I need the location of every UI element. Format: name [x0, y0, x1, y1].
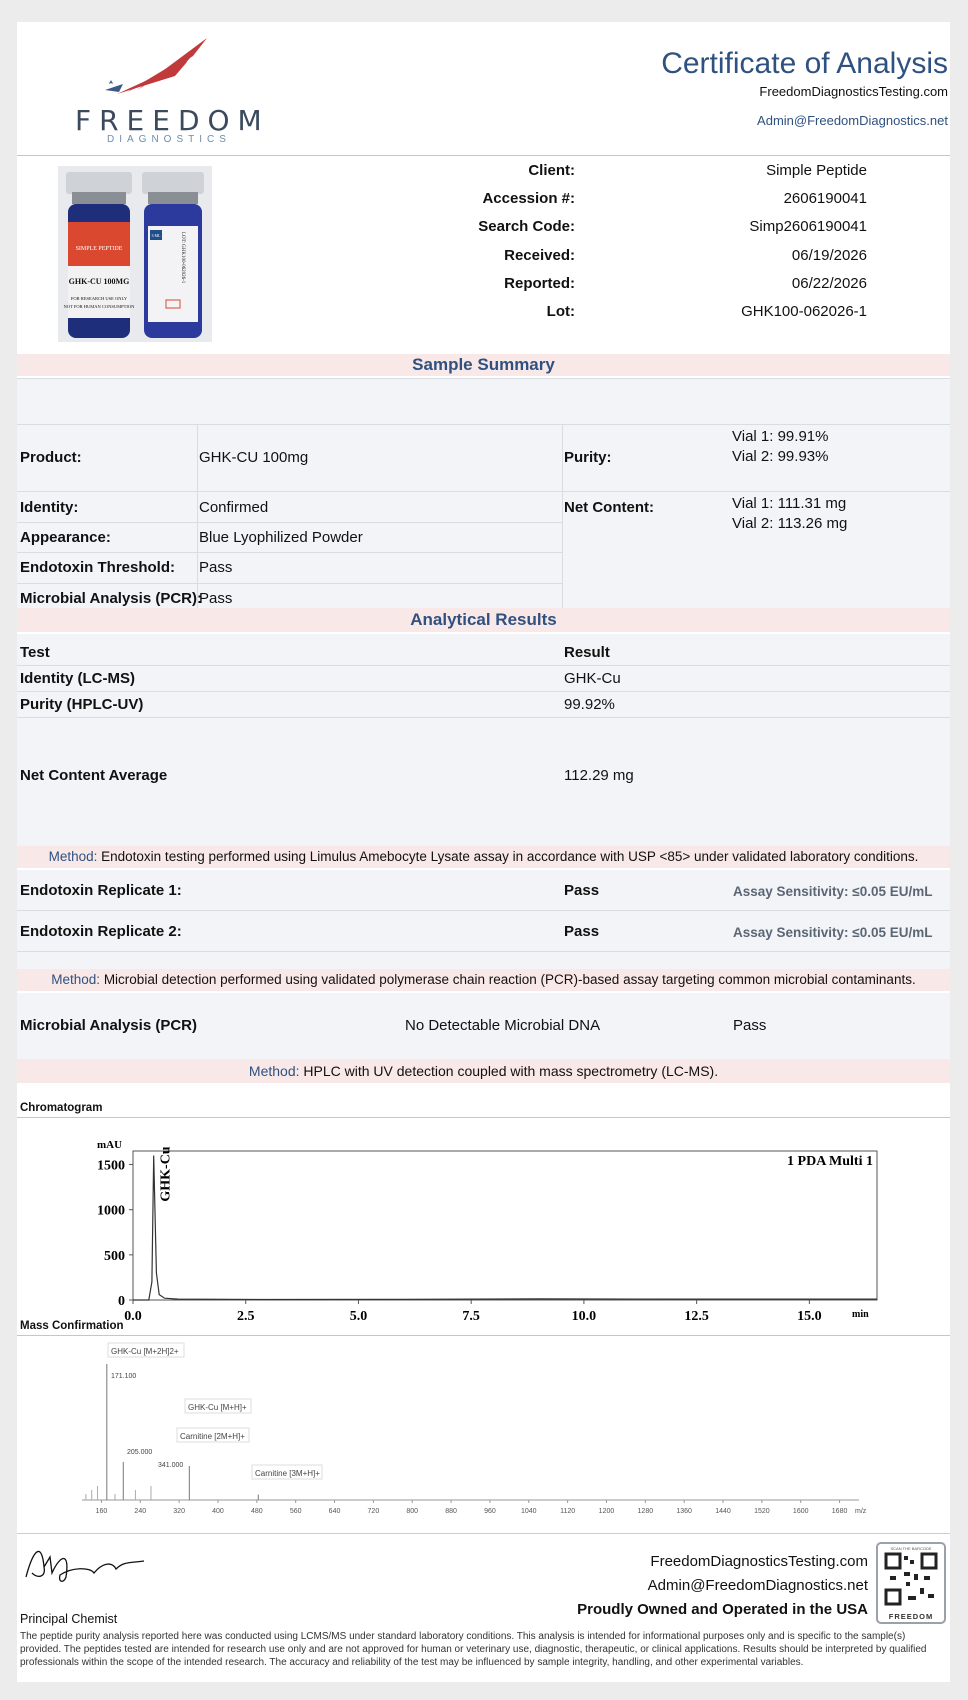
purity-test: Purity (HPLC-UV)	[20, 696, 144, 713]
eagle-wings-icon	[57, 32, 257, 102]
endotoxin-replicate-2-sensitivity: Assay Sensitivity: ≤0.05 EU/mL	[733, 925, 933, 940]
svg-text:NOT FOR HUMAN CONSUMPTION: NOT FOR HUMAN CONSUMPTION	[63, 304, 135, 309]
endotoxin-method-text: Endotoxin testing performed using Limulus Amebocyte Lysate assay in accordance with USP <85> under validated laboratory conditions.	[97, 849, 919, 864]
purity-result: 99.92%	[564, 696, 615, 713]
chromatogram-x-tick-label: 7.5	[462, 1309, 480, 1324]
chromatogram-x-tick-label: 15.0	[797, 1309, 822, 1324]
mass-x-tick-label: 1440	[715, 1508, 731, 1515]
product-label: Product:	[20, 449, 82, 466]
reported-value: 06/22/2026	[791, 275, 867, 292]
footer-tagline: Proudly Owned and Operated in the USA	[577, 1601, 868, 1618]
net-content-result: 112.29 mg	[564, 767, 634, 784]
identity-test: Identity (LC-MS)	[20, 670, 135, 687]
microbial-analysis-label: Microbial Analysis (PCR)	[20, 1017, 197, 1034]
endotoxin-replicate-2-label: Endotoxin Replicate 2:	[20, 923, 182, 940]
mass-x-tick-label: 1120	[560, 1508, 576, 1515]
qr-code-badge	[876, 1542, 946, 1624]
mass-x-tick-label: 320	[173, 1508, 185, 1515]
identity-value: Confirmed	[199, 499, 269, 516]
certificate-page	[17, 22, 950, 1682]
mass-x-tick-label: 880	[445, 1508, 457, 1515]
chromatogram-x-tick-label: 10.0	[571, 1309, 597, 1324]
endotoxin-method-key: Method:	[48, 849, 98, 864]
mass-x-tick-label: 240	[134, 1508, 147, 1515]
analytical-results-heading: Analytical Results	[17, 608, 950, 632]
qr-top-text: SCAN THE BARCODE	[890, 1546, 932, 1551]
qr-bottom-text: FREEDOM	[888, 1612, 934, 1621]
purity-vial1: Vial 1: 99.91%	[732, 428, 829, 445]
header-website: FreedomDiagnosticsTesting.com	[759, 84, 948, 99]
hplc-method	[17, 1059, 950, 1083]
result-column-header: Result	[564, 644, 610, 661]
mass-x-tick-label: 1200	[598, 1508, 615, 1515]
endotoxin-replicate-2-result: Pass	[564, 923, 600, 940]
microbial-label: Microbial Analysis (PCR):	[20, 590, 202, 607]
product-vial-photo	[58, 166, 212, 342]
reported-label: Reported:	[504, 275, 575, 292]
identity-label: Identity:	[20, 499, 79, 516]
logo-wordmark: FREEDOM	[75, 104, 270, 137]
client-value: Simple Peptide	[766, 162, 867, 179]
analytical-results-table	[17, 634, 950, 862]
mass-x-tick-label: 1680	[831, 1508, 848, 1515]
endotoxin-table	[17, 870, 950, 972]
endotoxin-replicate-1-sensitivity: Assay Sensitivity: ≤0.05 EU/mL	[733, 884, 933, 899]
mass-value-205: 205.000	[127, 1449, 153, 1456]
mass-spectrum-chart	[17, 1336, 950, 1536]
net-content-label: Net Content:	[564, 499, 654, 516]
microbial-analysis-finding: No Detectable Microbial DNA	[405, 1017, 601, 1034]
annotation-ghkcu-m2h-value: 171.100	[111, 1373, 137, 1380]
mass-x-tick-label: 720	[367, 1508, 380, 1515]
chromatogram-frame	[133, 1151, 877, 1300]
sample-summary-table	[17, 378, 950, 612]
annotation-ghkcu-mh: GHK-Cu [M+H]+	[188, 1403, 247, 1412]
hplc-method-text: HPLC with UV detection coupled with mass spectrometry (LC-MS).	[299, 1063, 719, 1079]
chromatogram-y-tick-label: 500	[104, 1248, 125, 1264]
chromatogram-y-tick-label: 1000	[97, 1203, 125, 1219]
search-code-value: Simp2606190041	[749, 218, 867, 235]
microbial-value: Pass	[199, 590, 233, 607]
footer-email: Admin@FreedomDiagnostics.net	[647, 1577, 868, 1594]
search-code-label: Search Code:	[478, 218, 575, 235]
lot-value: GHK100-062026-1	[741, 303, 867, 320]
product-value: GHK-CU 100mg	[199, 449, 309, 466]
microbial-analysis-result: Pass	[733, 1017, 767, 1034]
hplc-method-key: Method:	[248, 1063, 300, 1079]
signature-block	[20, 1537, 150, 1626]
mass-x-tick-label: 1040	[520, 1508, 537, 1515]
received-value: 06/19/2026	[791, 247, 867, 264]
endotoxin-replicate-1-label: Endotoxin Replicate 1:	[20, 882, 182, 899]
appearance-value: Blue Lyophilized Powder	[199, 529, 363, 546]
mass-x-tick-label: 1280	[637, 1508, 654, 1515]
endotoxin-replicate-1-result: Pass	[564, 882, 600, 899]
mass-x-tick-label: 1520	[754, 1508, 770, 1515]
identity-result: GHK-Cu	[564, 670, 621, 687]
chromatogram-label: Chromatogram	[20, 1102, 103, 1114]
mass-x-unit: m/z	[855, 1508, 867, 1515]
purity-label: Purity:	[564, 449, 612, 466]
chromatogram-x-tick-label: 0.0	[124, 1309, 142, 1324]
endotoxin-method	[17, 846, 950, 868]
mass-confirmation-label: Mass Confirmation	[20, 1320, 124, 1332]
client-label: Client:	[528, 162, 575, 179]
endotoxin-threshold-value: Pass	[199, 559, 233, 576]
annotation-ghkcu-m2h: GHK-Cu [M+2H]2+	[111, 1347, 179, 1356]
mass-x-tick-label: 480	[250, 1508, 263, 1515]
microbial-method	[17, 969, 950, 991]
mass-x-tick-label: 800	[406, 1508, 419, 1515]
vial-lot-text: LOT: GHK100-062026-1	[180, 232, 185, 284]
annotation-carnitine-3m: Carnitine [3M+H]+	[255, 1469, 320, 1478]
received-label: Received:	[504, 247, 575, 264]
chromatogram-peak-label: GHK-Cu	[158, 1146, 174, 1202]
accession-value: 2606190041	[783, 190, 867, 207]
chromatogram-y-tick-label: 0	[118, 1294, 125, 1309]
test-column-header: Test	[20, 644, 50, 661]
lot-label: Lot:	[546, 303, 575, 320]
chromatogram-y-unit: mAU	[97, 1139, 123, 1151]
chromatogram-x-tick-label: 5.0	[349, 1309, 368, 1324]
signer-role: Principal Chemist	[20, 1612, 118, 1626]
vial-brand-text: SIMPLE PEPTIDE	[75, 246, 123, 252]
svg-text:FOR RESEARCH USE ONLY: FOR RESEARCH USE ONLY	[70, 296, 128, 301]
net-content-vial2: Vial 2: 113.26 mg	[732, 515, 848, 532]
accession-label: Accession #:	[482, 190, 575, 207]
mass-x-tick-label: 1360	[676, 1508, 692, 1515]
company-logo	[57, 32, 270, 152]
chromatogram-chart	[17, 1118, 950, 1328]
microbial-table	[17, 993, 950, 1059]
mass-x-tick-label: 400	[212, 1508, 224, 1515]
net-content-vial1: Vial 1: 111.31 mg	[732, 495, 847, 512]
chromatogram-legend: 1 PDA Multi 1	[787, 1154, 873, 1169]
mass-x-tick-label: 560	[289, 1508, 302, 1515]
mass-x-tick-label: 160	[95, 1508, 108, 1515]
sample-summary-heading: Sample Summary	[17, 354, 950, 376]
header	[17, 22, 950, 156]
chromatogram-x-unit: min	[852, 1309, 869, 1320]
document-title: Certificate of Analysis	[661, 47, 948, 80]
net-content-test: Net Content Average	[20, 767, 168, 784]
footer-website: FreedomDiagnosticsTesting.com	[650, 1553, 868, 1570]
chromatogram-trace	[133, 1156, 877, 1301]
annotation-carnitine-2m: Carnitine [2M+H]+	[180, 1432, 245, 1441]
mass-x-tick-label: 960	[484, 1508, 496, 1515]
microbial-method-key: Method:	[51, 972, 101, 987]
mass-x-tick-label: 1600	[792, 1508, 809, 1515]
chromatogram-x-tick-label: 12.5	[684, 1309, 709, 1324]
mass-value-341: 341.000	[158, 1462, 184, 1469]
chromatogram-y-tick-label: 1500	[97, 1158, 125, 1174]
header-email: Admin@FreedomDiagnostics.net	[757, 113, 948, 128]
qr-code-icon	[884, 1552, 938, 1606]
vial-volume-text: 3 ML	[151, 233, 161, 238]
microbial-method-text: Microbial detection performed using validated polymerase chain reaction (PCR)-based assay targeting common microbial contaminants.	[100, 972, 916, 987]
chromatogram-x-tick-label: 2.5	[236, 1309, 255, 1324]
disclaimer-text: The peptide purity analysis reported here was conducted using LCMS/MS under standard laboratory conditions. This analysis is intended for informational purposes only and is specific to the sample(s) provided. The peptides tested are intended for research use only and are not approved for human or veterinary use, diagnostic, therapeutic, or clinical applications. Results should be interpreted by qualified professionals within the scope of the intended research. The accuracy and reliability of the test may be influenced by sample integrity, handling, and other experimental variables.	[20, 1631, 927, 1668]
logo-subtitle: DIAGNOSTICS	[107, 134, 231, 145]
handwritten-signature	[20, 1537, 150, 1587]
mass-x-tick-label: 640	[328, 1508, 341, 1515]
purity-vial2: Vial 2: 99.93%	[732, 448, 829, 465]
endotoxin-threshold-label: Endotoxin Threshold:	[20, 559, 175, 576]
vial-product-text: GHK-CU 100MG	[68, 277, 130, 286]
appearance-label: Appearance:	[20, 529, 111, 546]
